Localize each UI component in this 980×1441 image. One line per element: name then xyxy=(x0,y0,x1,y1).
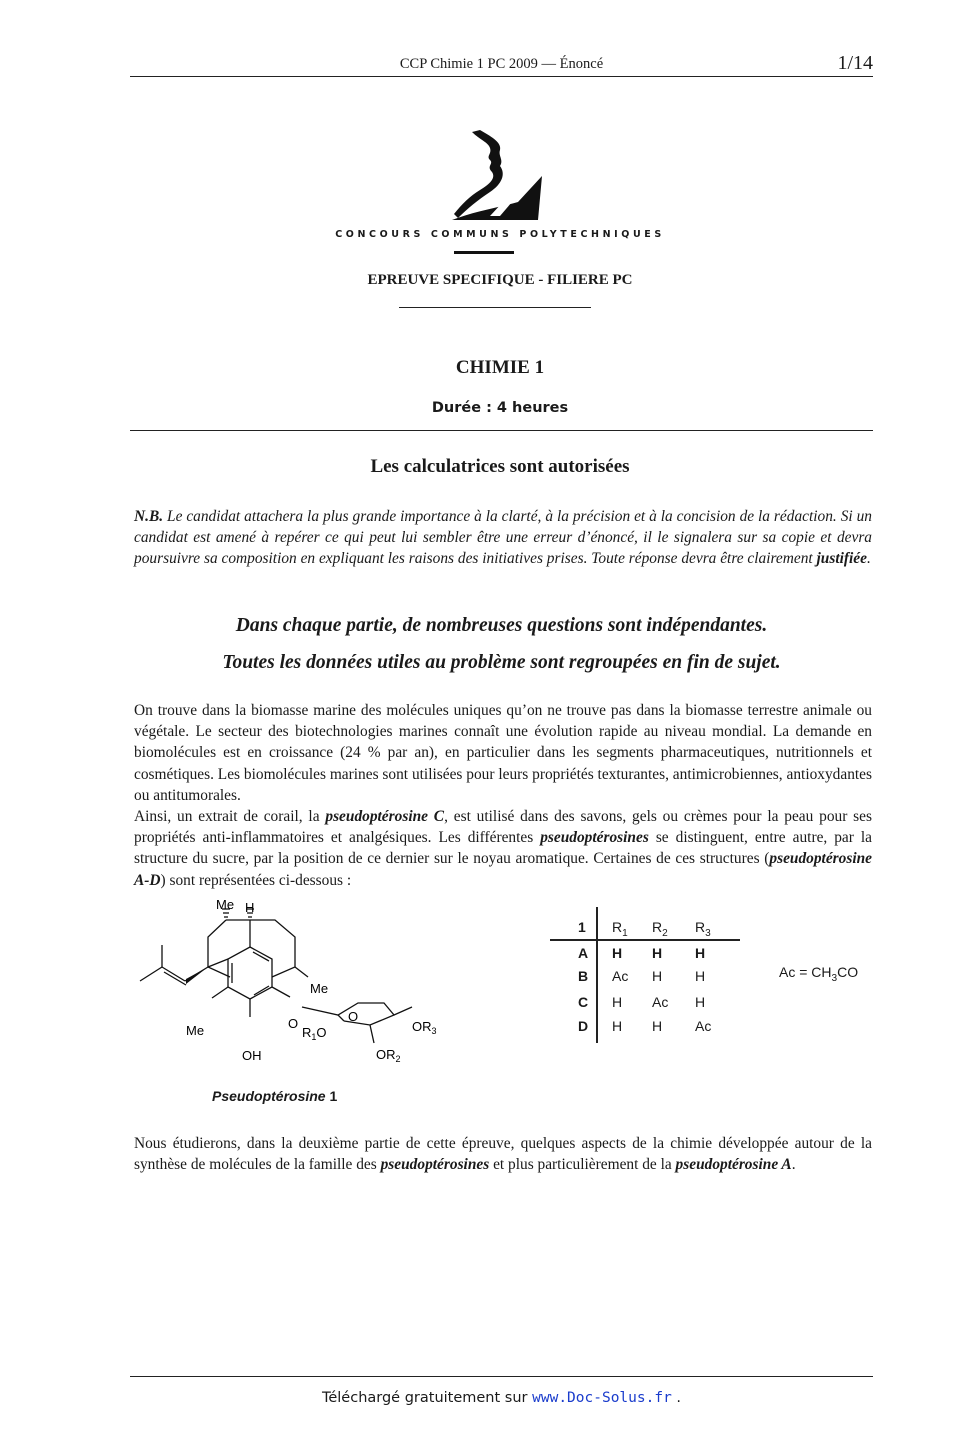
table-cell: Ac xyxy=(612,968,629,984)
molecule-caption: Pseudoptérosine 1 xyxy=(212,1088,338,1104)
logo-underline xyxy=(454,251,514,254)
table-cell: Ac xyxy=(652,994,669,1010)
table-vertical-line xyxy=(596,907,598,1043)
nb-end: . xyxy=(866,550,871,568)
calculator-notice: Les calculatrices sont autorisées xyxy=(370,456,630,477)
table-header-r3: $R_3$ xyxy=(695,919,711,939)
intro-paragraph-2: Ainsi, un extrait de corail, la pseudoptérosine C, est utilisé dans des savons, gels ou crèmes pour la peau pour ses propriétés anti-inflammatoires et analgésiques. Les différentes pseudoptérosines se distinguent, entre autre, par la structure du sucre, par la position de ce dernier sur le noyau aromatique. Certaines de ces structures (pseudoptérosine A-D) sont représentées ci-dessous : xyxy=(134,808,872,889)
header-title: CCP Chimie 1 PC 2009 — Énoncé xyxy=(399,56,604,72)
table-cell: H xyxy=(612,1018,623,1034)
emph-pseudopterosines: pseudoptérosines xyxy=(380,1156,490,1174)
table-row-id: C xyxy=(578,994,589,1010)
divider xyxy=(130,430,873,431)
table-cell: Ac xyxy=(695,1018,712,1034)
emph-pseudopterosine-a-d: pseudoptérosine A-D xyxy=(134,850,872,889)
intro-paragraph-1: On trouve dans la biomasse marine des molécules uniques qu’on ne trouve pas dans la biomasse terrestre animale ou végétale. Le secteur des biotechnologies marines connaît une évolution rapide au niveau mondial. La demande en biomolécules est en croissance (24 % par an), en particulier dans les segments pharmaceutiques, nutritionnels et cosmétiques. Les biomolécules marines sont utilisées pour leurs propriétés texturantes, antimicrobiennes, antioxydantes ou antitumorales. xyxy=(134,702,872,804)
label-or2: $OR_2$ xyxy=(376,1047,401,1064)
table-cell: H xyxy=(652,1018,663,1034)
nb-emphasis: justifiée xyxy=(816,550,867,568)
ccp-profile-logo-icon xyxy=(420,128,550,228)
exam-duration: Durée : 4 heures xyxy=(431,400,569,416)
emph-pseudopterosine-c: pseudoptérosine C xyxy=(325,808,445,826)
table-row-id: D xyxy=(578,1018,589,1034)
intro-text xyxy=(134,700,872,891)
emph-pseudopterosine-a: pseudoptérosine A xyxy=(675,1156,792,1174)
nb-label: N.B. xyxy=(134,508,164,525)
pseudopterosine-structure xyxy=(130,895,460,1080)
label-o-link: O xyxy=(288,1016,299,1031)
table-header-r1: $R_1$ xyxy=(612,919,628,939)
divider xyxy=(399,307,591,308)
label-h-top: H xyxy=(245,900,255,915)
organization-name: CONCOURS COMMUNS POLYTECHNIQUES xyxy=(335,229,665,240)
epreuve-title: EPREUVE SPECIFIQUE - FILIERE PC xyxy=(367,272,633,288)
label-or3: $OR_3$ xyxy=(412,1019,437,1036)
label-ring-o: O xyxy=(348,1009,359,1024)
notice-independent-questions: Dans chaque partie, de nombreuses questions sont indépendantes. xyxy=(235,615,768,636)
page-footer: Téléchargé gratuitement sur www.Doc-Solus.fr . xyxy=(321,1390,682,1406)
nb-text: Le candidat attachera la plus grande importance à la clarté, à la précision et à la concision de la rédaction. Si un candidat est amené à repérer ce qui peut lui sembler être une erreur d’énoncé, il le signalera sur sa copie et devra poursuivre sa composition en expliquant les raisons des initiatives prises. Toute réponse devra être clairement xyxy=(134,508,872,568)
emph-pseudopterosines: pseudoptérosines xyxy=(540,829,649,847)
label-me-left: Me xyxy=(186,1023,205,1038)
substituent-table xyxy=(540,905,760,1045)
table-row-id: B xyxy=(578,968,589,984)
table-row-id: A xyxy=(578,945,589,961)
label-me-top: Me xyxy=(216,897,235,912)
conclusion-paragraph: Nous étudierons, dans la deuxième partie de cette épreuve, quelques aspects de la chimie développée autour de la synthèse de molécules de la famille des pseudoptérosines et plus particulièrement de la pseudoptérosine A. xyxy=(134,1135,872,1174)
table-cell: H xyxy=(695,994,706,1010)
subject-title: CHIMIE 1 xyxy=(455,357,545,378)
page-number: 1/14 xyxy=(837,52,873,74)
notice-data-at-end: Toutes les données utiles au problème sont regroupées en fin de sujet. xyxy=(222,652,781,673)
table-cell: H xyxy=(652,968,663,984)
table-cell: H xyxy=(612,945,623,961)
nb-paragraph xyxy=(134,506,872,570)
table-cell: H xyxy=(652,945,663,961)
label-r1o: $R_1O$ xyxy=(302,1025,327,1042)
acetyl-definition: $Ac = CH_3CO$ xyxy=(779,964,859,984)
doc-solus-link[interactable]: www.Doc-Solus.fr xyxy=(532,1390,672,1406)
table-header-r2: $R_2$ xyxy=(652,919,668,939)
table-cell: H xyxy=(612,994,623,1010)
table-cell: H xyxy=(695,968,706,984)
table-cell: H xyxy=(695,945,706,961)
table-horizontal-line xyxy=(550,939,740,941)
table-header-compound: 1 xyxy=(578,919,586,935)
page-header xyxy=(130,52,873,77)
footer-divider xyxy=(130,1376,873,1377)
label-oh: OH xyxy=(242,1048,262,1063)
label-me-right: Me xyxy=(310,981,329,996)
